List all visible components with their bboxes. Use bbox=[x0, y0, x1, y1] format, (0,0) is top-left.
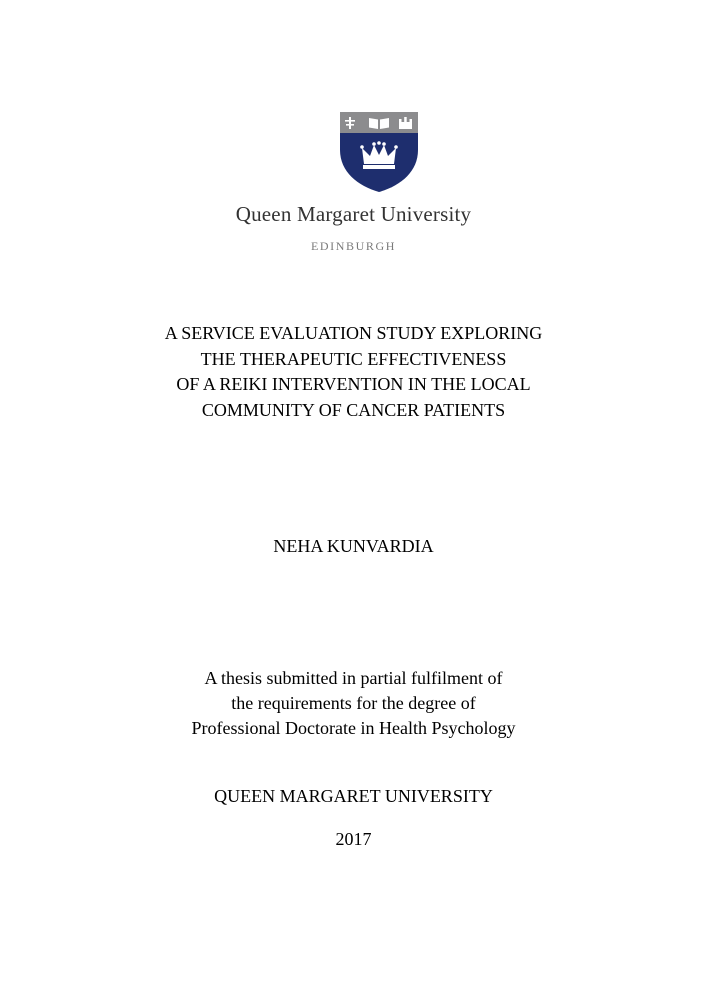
thesis-title-line: OF A REIKI INTERVENTION IN THE LOCAL bbox=[176, 374, 531, 394]
degree-statement bbox=[0, 666, 707, 741]
degree-statement-line: the requirements for the degree of bbox=[231, 693, 476, 713]
university-city: EDINBURGH bbox=[310, 239, 397, 253]
thesis-title-line: THE THERAPEUTIC EFFECTIVENESS bbox=[200, 348, 507, 369]
submission-year: 2017 bbox=[335, 829, 372, 849]
institution-name: QUEEN MARGARET UNIVERSITY bbox=[214, 786, 493, 806]
thesis-title-line: COMMUNITY OF CANCER PATIENTS bbox=[201, 399, 506, 420]
degree-statement-line: Professional Doctorate in Health Psychology bbox=[191, 718, 516, 738]
degree-statement-line: A thesis submitted in partial fulfilment of bbox=[204, 668, 503, 688]
university-name: Queen Margaret University bbox=[235, 202, 472, 226]
thesis-title bbox=[0, 321, 707, 423]
thesis-title-line: A SERVICE EVALUATION STUDY EXPLORING bbox=[164, 323, 543, 343]
author-name: NEHA KUNVARDIA bbox=[273, 536, 434, 556]
university-crest-icon bbox=[338, 110, 420, 194]
